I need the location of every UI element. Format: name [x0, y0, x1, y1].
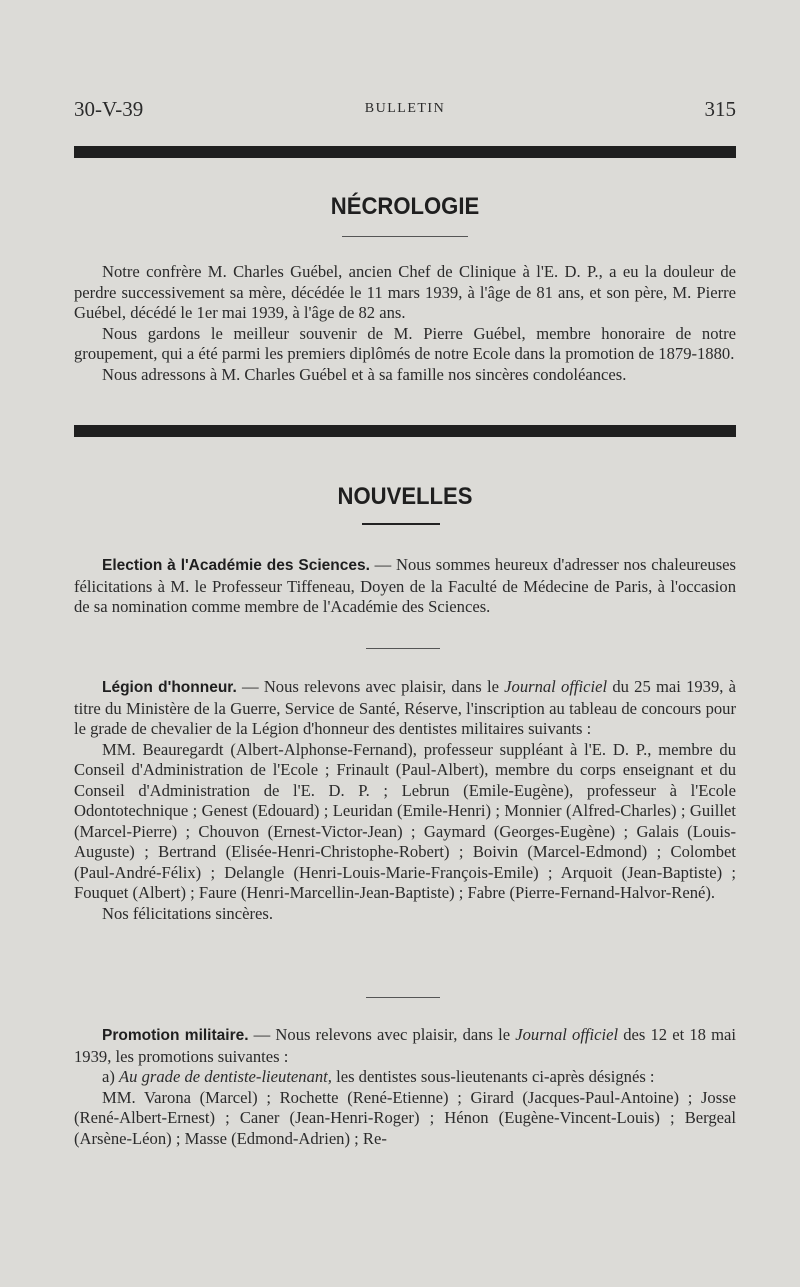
necrologie-heading: NÉCROLOGIE: [330, 193, 480, 220]
journal-officiel-title: Journal officiel: [515, 1025, 619, 1044]
legion-names: MM. Beauregardt (Albert-Alphonse-Fernand), professeur suppléant à l'E. D. P., membre du Conseil d'Administration de l'Ecole ; Frinault (Paul-Albert), membre du corps enseignant et du Conseil d'Administration de l'E. D. P. ; Lebrun (Emile-Eugène), professeur à l'Ecole Odontotechnique ; Genest (Edouard) ; Leuridan (Emile-Henri) ; Monnier (Alfred-Charles) ; Guillet (Marcel-Pierre) ; Chouvon (Ernest-Victor-Jean) ; Gaymard (Georges-Eugène) ; Galais (Louis-Auguste) ; Bertrand (Elisée-Henri-Christophe-Robert) ; Boivin (Marcel-Edmond) ; Colombet (Paul-André-Félix) ; Delangle (Henri-Louis-Marie-François-Emile) ; Arquoit (Jean-Baptiste) ; Fouquet (Albert) ; Faure (Henri-Marcellin-Jean-Baptiste) ; Fabre (Pierre-Fernand-Halvor-René).: [74, 739, 736, 902]
journal-officiel-title: Journal officiel: [504, 677, 608, 696]
necrologie-paragraph: Nous gardons le meilleur souvenir de M. Pierre Guébel, membre honoraire de notre groupement, qui a été parmi les premiers diplômés de notre Ecole dans la promotion de 1879-1880.: [74, 323, 736, 363]
header-date: 30-V-39: [74, 97, 144, 121]
nouvelles-heading: NOUVELLES: [337, 483, 473, 510]
necrologie-paragraph: Nous adressons à M. Charles Guébel et à sa famille nos sincères condoléances.: [102, 364, 627, 384]
election-text: — Nous sommes heureux d'adresser nos chaleureuses félicitations à M. le Professeur Tiffeneau, Doyen de la Faculté de Médecine de Paris, à l'occasion de sa nomination comme membre de l'Académie des Sciences.: [74, 555, 737, 616]
necrologie-paragraph: Notre confrère M. Charles Guébel, ancien Chef de Clinique à l'E. D. P., a eu la douleur de perdre successivement sa mère, décédée le 11 mars 1939, à l'âge de 81 ans, et son père, M. Pierre Guébel, décédé le 1er mai 1939, à l'âge de 82 ans.: [74, 262, 736, 322]
promotion-paragraph: [74, 1025, 736, 1067]
section-separator: [366, 648, 440, 649]
page-number: 315: [704, 97, 736, 121]
legion-text-before: — Nous relevons avec plaisir, dans le: [236, 677, 505, 696]
legion-section: [74, 677, 736, 924]
necrologie-rule: [342, 236, 468, 237]
promotion-section: [74, 1025, 736, 1149]
top-divider: [74, 146, 736, 158]
promotion-text-before: — Nous relevons avec plaisir, dans le: [248, 1025, 516, 1044]
promotion-names: MM. Varona (Marcel) ; Rochette (René-Etienne) ; Girard (Jacques-Paul-Antoine) ; Josse (René-Albert-Ernest) ; Caner (Jean-Henri-Roger) ; Hénon (Eugène-Vincent-Louis) ; Bergeal (Arsène-Léon) ; Masse (Edmond-Adrien) ; Re-: [74, 1087, 736, 1148]
promotion-item-label: a): [102, 1067, 120, 1086]
running-head: [74, 97, 736, 125]
promotion-item-grade: Au grade de dentiste-lieutenant,: [119, 1067, 332, 1086]
middle-divider: [74, 425, 736, 437]
promotion-lead: Promotion militaire.: [102, 1027, 249, 1044]
election-section: [74, 555, 736, 618]
legion-lead: Légion d'honneur.: [102, 679, 237, 696]
legion-paragraph: [74, 677, 736, 740]
election-lead: Election à l'Académie des Sciences.: [102, 557, 370, 574]
necrologie-text: [74, 262, 736, 385]
legion-closing: Nos félicitations sincères.: [102, 903, 273, 923]
nouvelles-rule: [362, 523, 440, 525]
header-title: BULLETIN: [364, 101, 446, 116]
promotion-text-after: des 12 et 18 mai 1939, les promotions suivantes :: [74, 1025, 736, 1066]
section-separator: [366, 997, 440, 998]
legion-text-after: du 25 mai 1939, à titre du Ministère de la Guerre, Service de Santé, Réserve, l'inscription au tableau de concours pour le grade de chevalier de la Légion d'honneur des dentistes militaires suivants :: [74, 677, 737, 738]
promotion-item: [74, 1067, 736, 1088]
election-paragraph: [74, 555, 736, 618]
promotion-item-text: les dentistes sous-lieutenants ci-après désignés :: [331, 1067, 655, 1086]
